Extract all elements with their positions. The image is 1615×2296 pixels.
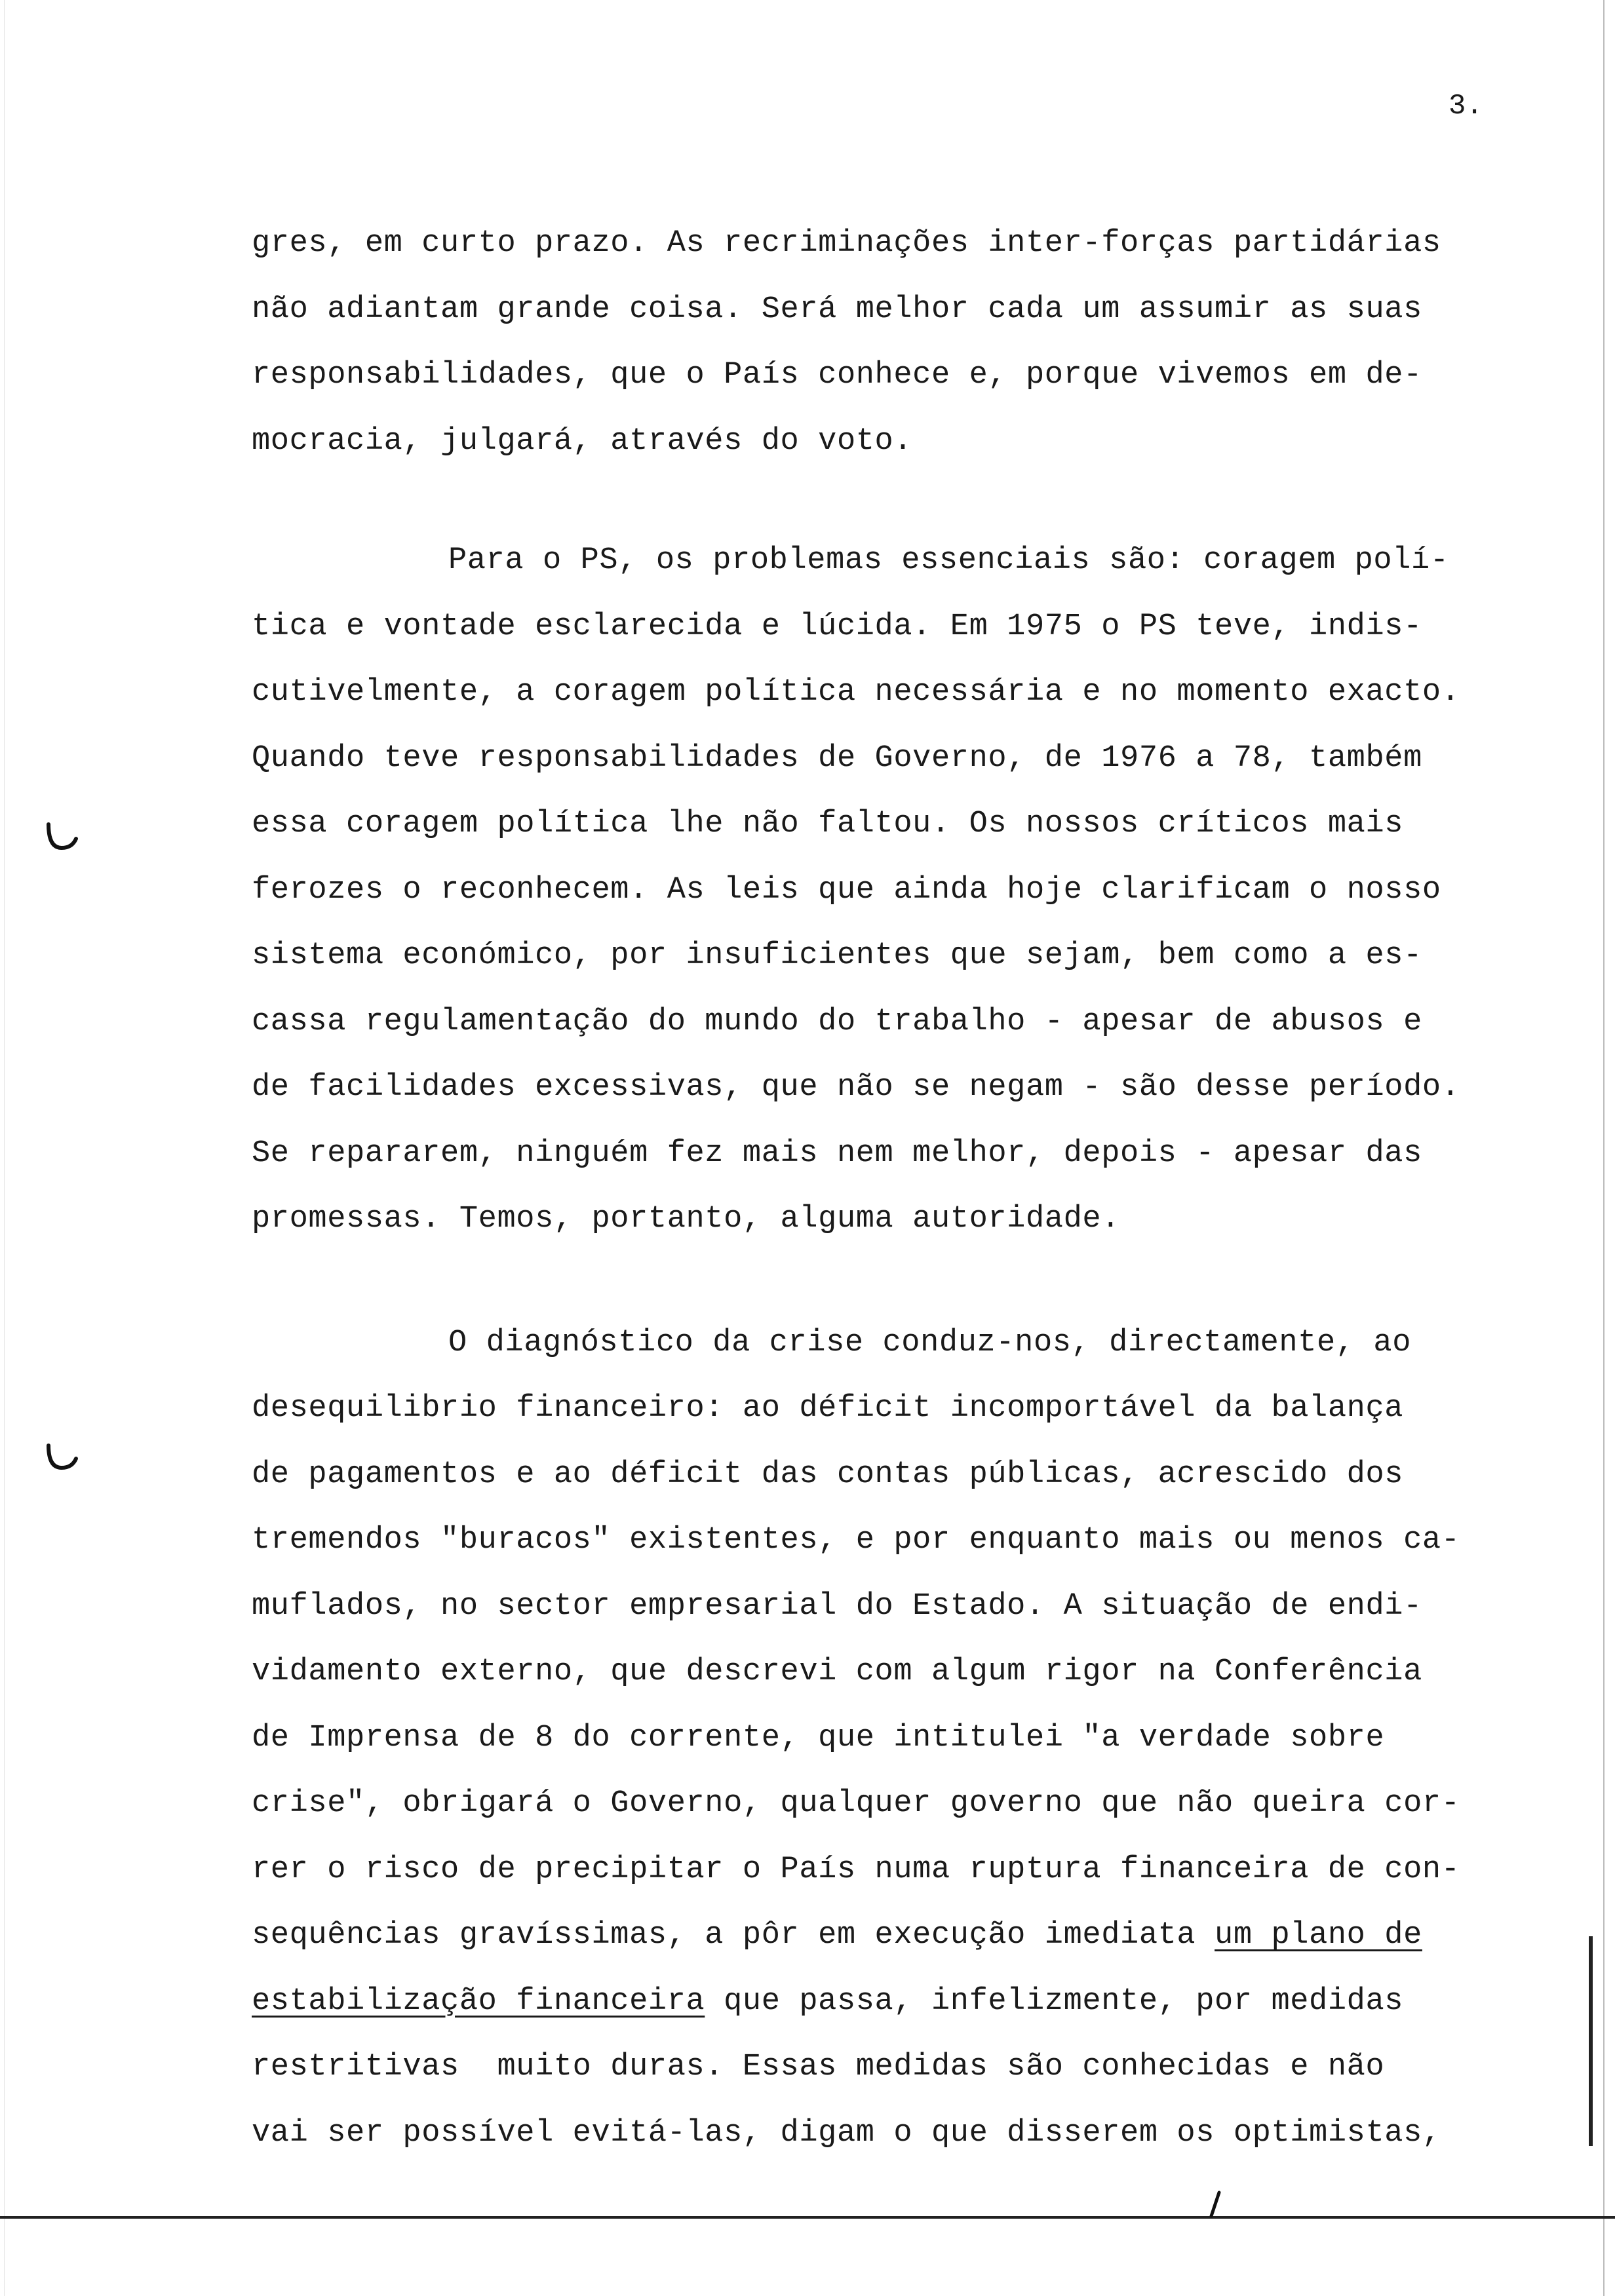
text-line: não adiantam grande coisa. Será melhor cada um assumir as suas (252, 292, 1422, 327)
punch-hole-mark-icon (45, 819, 79, 853)
underlined-phrase: um plano de (1215, 1918, 1422, 1953)
text-line: Quando teve responsabilidades de Governo, de 1976 a 78, também (252, 740, 1422, 776)
text-line: de facilidades excessivas, que não se negam - são desse período. (252, 1070, 1460, 1105)
text-line: cutivelmente, a coragem política necessária e no momento exacto. (252, 675, 1460, 710)
text-line: vidamento externo, que descrevi com algum rigor na Conferência (252, 1655, 1422, 1689)
paragraph-gap (252, 474, 1536, 528)
text-line: tica e vontade esclarecida e lúcida. Em 1975 o PS teve, indis- (252, 609, 1422, 644)
scan-edge-right (1603, 0, 1605, 2296)
text-line: responsabilidades, que o País conhece e, porque vivemos em de- (252, 358, 1422, 392)
text-line: O diagnóstico da crise conduz-nos, directamente, ao (448, 1325, 1412, 1360)
scan-edge-left (4, 0, 5, 2296)
punch-hole-mark-icon (45, 1439, 79, 1473)
underlined-phrase: estabilização financeira (252, 1983, 705, 2019)
text-line: desequilibrio financeiro: ao déficit incomportável da balança (252, 1391, 1404, 1426)
text-line: vai ser possível evitá-las, digam o que disserem os optimistas, (252, 2115, 1441, 2151)
text-line: gres, em curto prazo. As recriminações inter-forças partidárias (252, 226, 1441, 261)
margin-bar (1589, 1936, 1593, 2146)
slash-mark-icon (1193, 2189, 1252, 2221)
text-line: essa coragem política lhe não faltou. Os nossos críticos mais (252, 807, 1404, 841)
text-line: sistema económico, por insuficientes que sejam, bem como a es- (252, 938, 1422, 973)
paragraph-gap (252, 1253, 1536, 1311)
text-line (252, 1903, 1536, 1969)
text-line: promessas. Temos, portanto, alguma autoridade. (252, 1202, 1121, 1236)
bottom-rule (0, 2216, 1615, 2219)
text-line: muflados, no sector empresarial do Estado. A situação de endi- (252, 1588, 1422, 1624)
text-line: Se repararem, ninguém fez mais nem melhor, depois - apesar das (252, 1136, 1422, 1171)
text-line: cassa regulamentação do mundo do trabalho - apesar de abusos e (252, 1004, 1422, 1039)
text-line: restritivas muito duras. Essas medidas são conhecidas e não (252, 2050, 1385, 2084)
text-line (252, 1969, 1536, 2035)
text-line: de Imprensa de 8 do corrente, que intitulei "a verdade sobre (252, 1720, 1385, 1755)
text-line: de pagamentos e ao déficit das contas públicas, acrescido dos (252, 1457, 1404, 1492)
body-text (252, 211, 1536, 2166)
text-line: tremendos "buracos" existentes, e por enquanto mais ou menos ca- (252, 1523, 1460, 1558)
text-line: rer o risco de precipitar o País numa ruptura financeira de con- (252, 1852, 1460, 1887)
text-segment: que passa, infelizmente, por medidas (705, 1983, 1404, 2019)
text-line: ferozes o reconhecem. As leis que ainda hoje clarificam o nosso (252, 872, 1441, 908)
text-line: Para o PS, os problemas essenciais são: coragem polí- (448, 543, 1449, 578)
text-line: mocracia, julgará, através do voto. (252, 423, 913, 459)
page-number: 3. (1449, 90, 1483, 123)
text-segment: sequências gravíssimas, a pôr em execução imediata (252, 1918, 1215, 1953)
text-line: crise", obrigará o Governo, qualquer governo que não queira cor- (252, 1786, 1460, 1821)
